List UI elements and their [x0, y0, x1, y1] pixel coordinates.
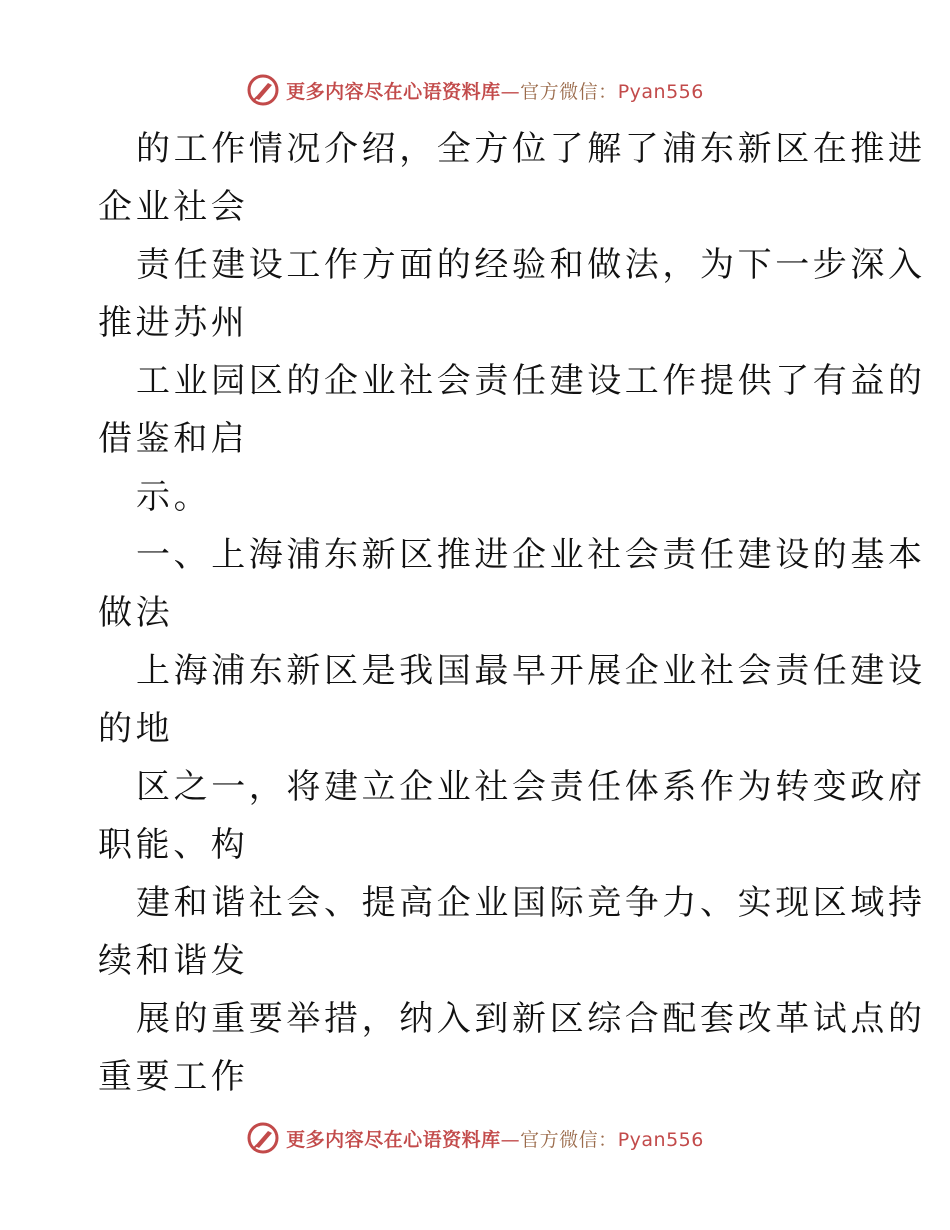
paragraph-line: 区之一，将建立企业社会责任体系作为转变政府 — [136, 767, 926, 807]
paragraph-line: 重要工作 — [98, 1057, 249, 1097]
paragraph-line: 职能、构 — [98, 825, 249, 865]
paragraph-line: 建和谐社会、提高企业国际竞争力、实现区域持 — [136, 883, 926, 923]
banner-wechat-label: 官方微信： — [520, 1128, 618, 1151]
banner-wechat-id: Pyan556 — [617, 80, 704, 103]
paragraph — [98, 758, 926, 874]
banner-text — [286, 1125, 704, 1152]
paragraph-line: 的工作情况介绍，全方位了解了浦东新区在推进 — [136, 129, 926, 169]
banner-main-text: 更多内容尽在心语资料库 — [286, 1128, 501, 1151]
document-body — [98, 120, 926, 1106]
paragraph — [98, 352, 926, 468]
banner-wechat-label: 官方微信： — [520, 80, 618, 103]
paragraph — [98, 236, 926, 352]
footer-banner — [0, 1118, 950, 1158]
paragraph-line: 展的重要举措，纳入到新区综合配套改革试点的 — [136, 999, 926, 1039]
quill-pen-circle-icon — [246, 73, 280, 107]
paragraph-line: 责任建设工作方面的经验和做法，为下一步深入 — [136, 245, 926, 285]
banner-wechat-id: Pyan556 — [617, 1128, 704, 1151]
paragraph-line: 续和谐发 — [98, 941, 249, 981]
paragraph — [98, 990, 926, 1106]
paragraph-line: 推进苏州 — [98, 303, 249, 343]
paragraph — [98, 120, 926, 236]
paragraph — [98, 642, 926, 758]
heading-line: 一、上海浦东新区推进企业社会责任建设的基本 — [136, 535, 926, 575]
banner-main-text: 更多内容尽在心语资料库 — [286, 80, 501, 103]
banner-dash: — — [500, 80, 521, 103]
quill-pen-circle-icon — [246, 1121, 280, 1155]
paragraph — [98, 468, 858, 526]
paragraph-line: 示。 — [136, 477, 212, 517]
banner-text — [286, 77, 704, 104]
heading-line: 做法 — [98, 593, 174, 633]
section-heading — [98, 526, 926, 642]
paragraph-line: 企业社会 — [98, 187, 249, 227]
paragraph-line: 的地 — [98, 709, 174, 749]
header-banner — [0, 70, 950, 110]
paragraph — [98, 874, 926, 990]
banner-dash: — — [500, 1128, 521, 1151]
paragraph-line: 上海浦东新区是我国最早开展企业社会责任建设 — [136, 651, 926, 691]
paragraph-line: 借鉴和启 — [98, 419, 249, 459]
paragraph-line: 工业园区的企业社会责任建设工作提供了有益的 — [136, 361, 926, 401]
